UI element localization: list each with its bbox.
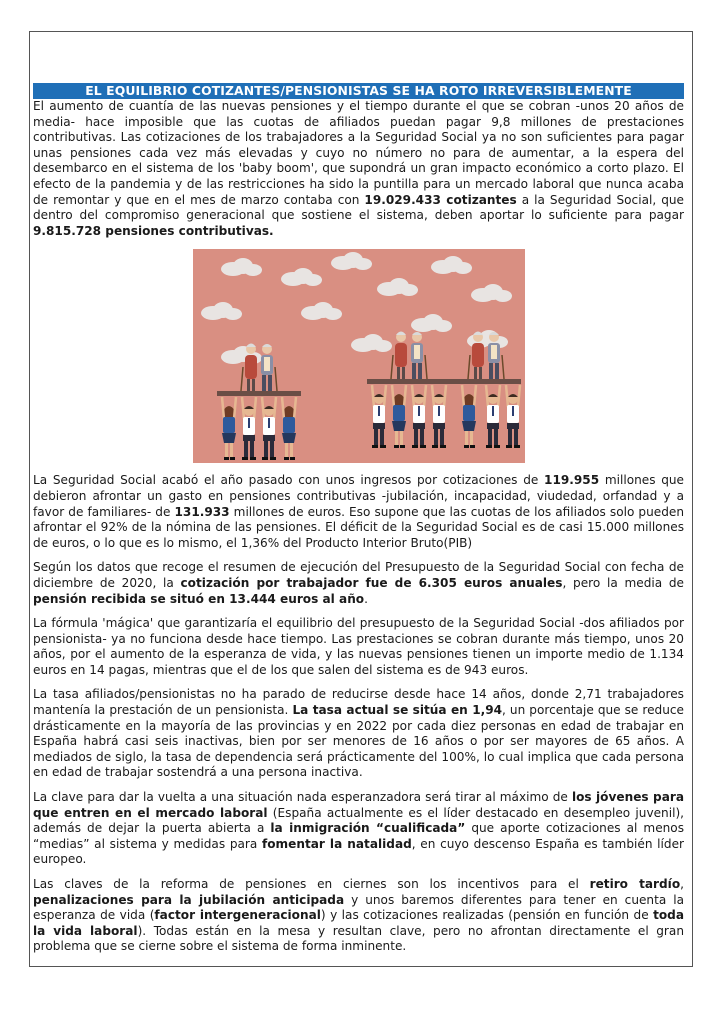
paragraph-ingresos: La Seguridad Social acabó el año pasado con unos ingresos por cotizaciones de 119.955 millones que debieron afrontar un gasto en pensiones contributivas -jubilación, incapacidad, viudedad, orfandad y a favor de familiares- de 131.933 millones de euros. Eso supone que las cuotas de los afiliados solo pueden afrontar el 92% de la nómina de las pensiones. El déficit de la Seguridad Social es de casi 15.000 millones de euros, o lo que es lo mismo, el 1,36% del Producto Interior Bruto(PIB) bbox=[33, 473, 685, 550]
intro-paragraph: El aumento de cuantía de las nuevas pensiones y el tiempo durante el que se cobran -unos 20 años de media- hace imposible que las cuotas de afiliados puedan pagar 9,8 millones de prestaciones contributivas. Las cotizaciones de los trabajadores a la Seguridad Social ya no son suficientes para pagar unas pensiones cada vez más elevadas y cuyo no número no para de aumentar, a la espera del desembarco en el sistema de los 'baby boom', que supondrá un gran impacto económico a corto plazo. El efecto de la pandemia y de las restricciones ha sido la puntilla para un mercado laboral que nunca acaba de remontar y que en el mes de marzo contaba con 19.029.433 cotizantes a la Seguridad Social, que dentro del compromiso generacional que sostiene el sistema, deben aportar lo suficiente para pagar 9.815.728 pensiones contributivas. bbox=[33, 99, 684, 238]
pensioners-carried-by-workers-illustration bbox=[193, 249, 525, 463]
article-title: EL EQUILIBRIO COTIZANTES/PENSIONISTAS SE HA ROTO IRREVERSIBLEMENTE bbox=[33, 83, 684, 99]
article bbox=[33, 83, 684, 955]
paragraph-presupuesto: Según los datos que recoge el resumen de ejecución del Presupuesto de la Seguridad Social con fecha de diciembre de 2020, la cotización por trabajador fue de 6.305 euros anuales, pero la media de pensión recibida se situó en 13.444 euros al año. bbox=[33, 560, 684, 606]
paragraph-clave: La clave para dar la vuelta a una situación nada esperanzadora será tirar al máximo de los jóvenes para que entren en el mercado laboral (España actualmente es el líder destacado en desempleo juvenil), además de dejar la puerta abierta a la inmigración “cualificada” que aporte cotizaciones al menos “medias” al sistema y medidas para fomentar la natalidad, en cuyo descenso España es también líder europeo. bbox=[33, 790, 685, 867]
paragraph-reforma: Las claves de la reforma de pensiones en ciernes son los incentivos para el retiro tardío, penalizaciones para la jubilación anticipada y unos baremos diferentes para tener en cuenta la esperanza de vida (factor intergeneracional) y las cotizaciones realizadas (pensión en función de toda la vida laboral). Todas están en la mesa y resultan clave, pero no afrontan directamente el gran problema que se cierne sobre el sistema de forma inminente. bbox=[33, 877, 684, 954]
paragraph-formula: La fórmula 'mágica' que garantizaría el equilibrio del presupuesto de la Seguridad Social -dos afiliados por pensionista- ya no funciona desde hace tiempo. Las prestaciones se cobran durante más tiempo, unos 20 años, por el aumento de la esperanza de vida, y las nuevas pensiones tienen un importe medio de 1.134 euros en 14 pagas, mientras que el de los que salen del sistema es de 943 euros. bbox=[33, 616, 684, 677]
paragraph-tasa: La tasa afiliados/pensionistas no ha parado de reducirse desde hace 14 años, donde 2,71 trabajadores mantenía la prestación de un pensionista. La tasa actual se sitúa en 1,94, un porcentaje que se reduce drásticamente en la mayoría de las provincias y en 2022 por cada diez personas en edad de trabajar en España habrá casi seis inactivas, bien por ser menores de 16 años o por ser mayores de 65 años. A mediados de siglo, la tasa de dependencia será prácticamente del 100%, lo cual implica que cada persona en edad de trabajar sostendrá a una persona inactiva. bbox=[33, 687, 684, 780]
